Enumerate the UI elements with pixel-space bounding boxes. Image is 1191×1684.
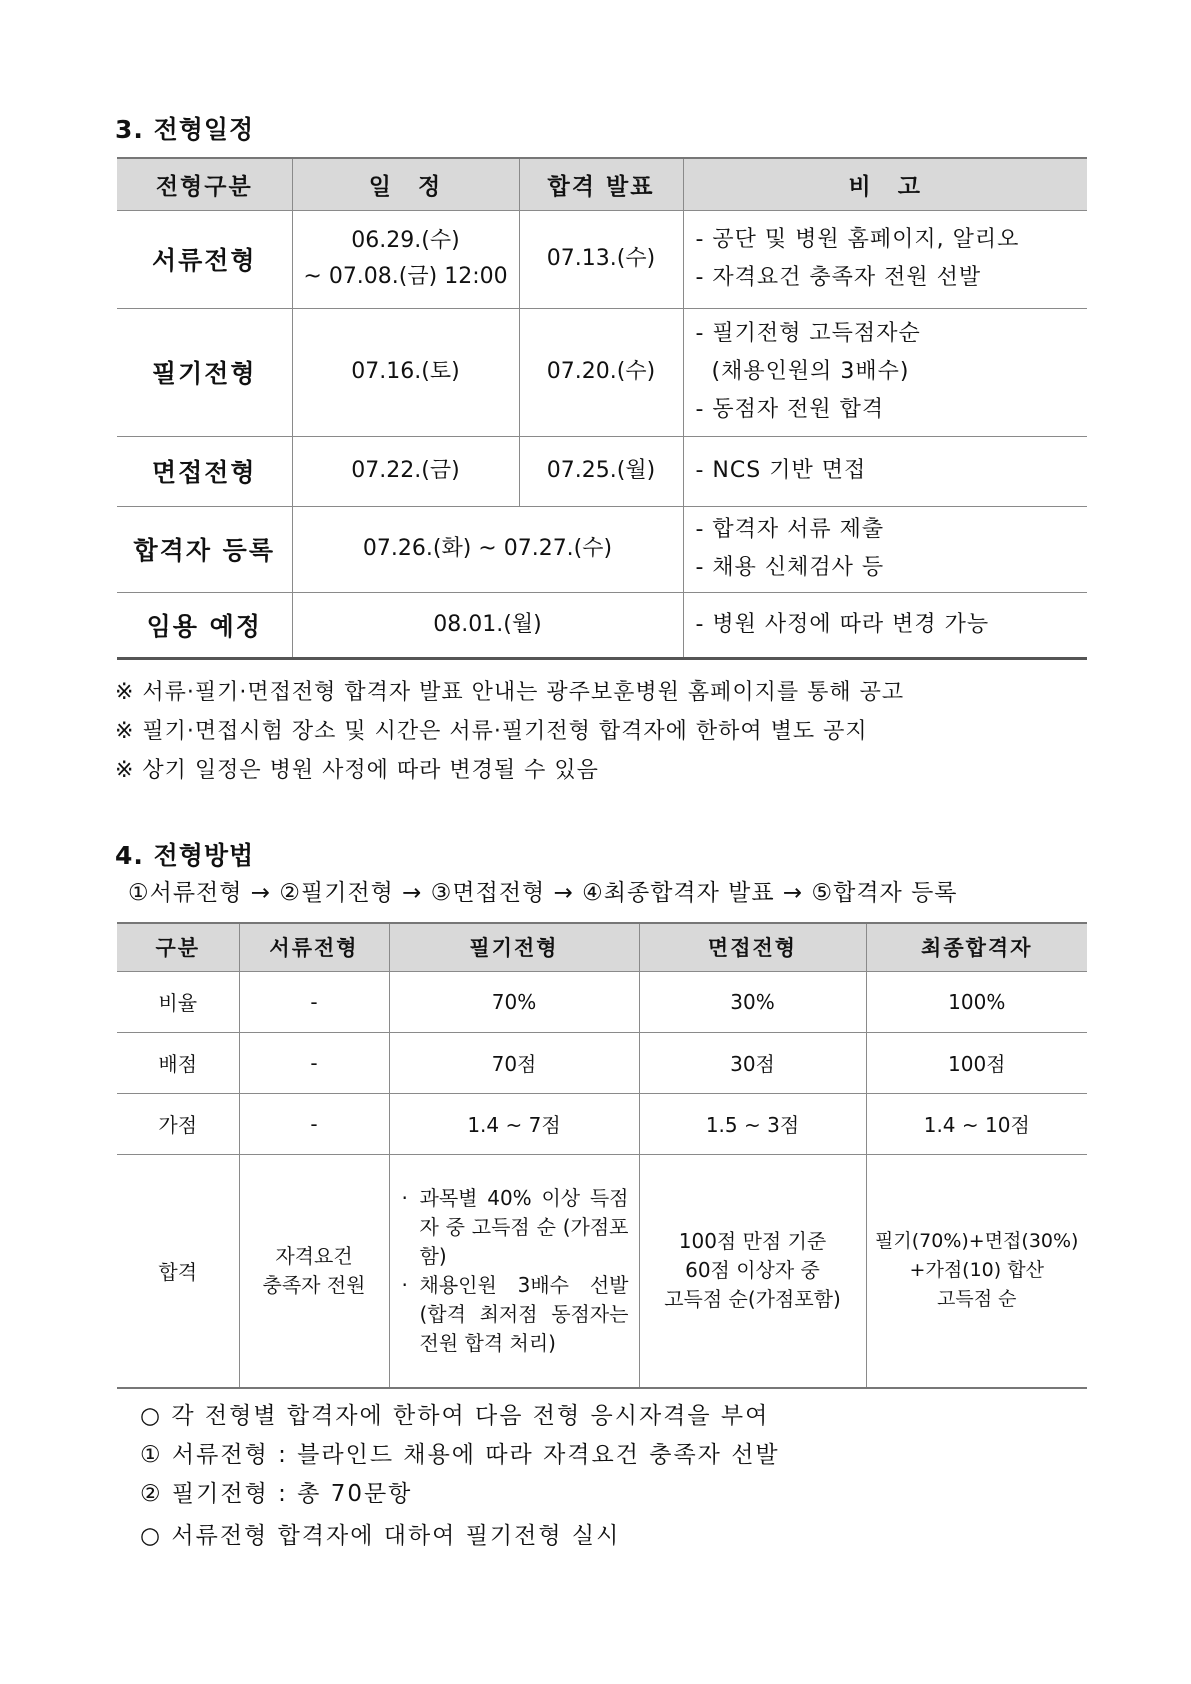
- written-pass-cell: [389, 1154, 639, 1388]
- announce-cell: 07.20.(수): [519, 308, 683, 436]
- bottom-line: ② 필기전형 : 총 70문항: [140, 1481, 413, 1507]
- doc-cell: -: [239, 971, 389, 1032]
- header-category: 구분: [117, 923, 239, 971]
- interview-pass-cell: [639, 1154, 866, 1388]
- table-row: [117, 592, 1087, 658]
- note-line: - 병원 사정에 따라 변경 가능: [695, 611, 990, 637]
- written-cell: 1.4 ~ 7점: [389, 1093, 639, 1154]
- final-cell: 100점: [866, 1032, 1087, 1093]
- notes-cell: [683, 436, 1087, 506]
- header-schedule: 일 정: [292, 158, 519, 210]
- notes-cell: [683, 308, 1087, 436]
- notes-cell: [683, 506, 1087, 592]
- schedule-cell: 07.22.(금): [292, 436, 519, 506]
- note-line: - 채용 신체검사 등: [695, 555, 885, 580]
- pass-line: 고득점 순: [937, 1288, 1017, 1311]
- note-line: - 필기전형 고득점자순: [695, 321, 921, 346]
- table-row: [117, 1154, 1087, 1388]
- section3-title: 3. 전형일정: [115, 115, 255, 144]
- pass-text: 채용인원 3배수 선발 (합격 최저점 동점자는 전원 합격 처리): [419, 1272, 629, 1355]
- table-row: [117, 506, 1087, 592]
- schedule-cell: [292, 210, 519, 308]
- stage-cell: 임용 예정: [117, 592, 292, 658]
- note-line: - 합격자 서류 제출: [695, 517, 885, 542]
- header-stage: 전형구분: [117, 158, 292, 210]
- note-line: - 공단 및 병원 홈페이지, 알리오: [695, 227, 1020, 252]
- notes-cell: [683, 592, 1087, 658]
- table-row: [117, 1093, 1087, 1154]
- bottom-line: ○ 서류전형 합격자에 대하여 필기전형 실시: [140, 1523, 621, 1549]
- final-cell: 100%: [866, 971, 1087, 1032]
- header-announce: 합격 발표: [519, 158, 683, 210]
- schedule-cell: 07.16.(토): [292, 308, 519, 436]
- doc-cell: -: [239, 1032, 389, 1093]
- table-row: [117, 210, 1087, 308]
- bullet: ·: [401, 1272, 408, 1297]
- announce-cell: 07.13.(수): [519, 210, 683, 308]
- row-label: 비율: [117, 971, 239, 1032]
- interview-cell: 30점: [639, 1032, 866, 1093]
- stage-cell: 합격자 등록: [117, 506, 292, 592]
- schedule-cell: 08.01.(월): [292, 592, 683, 658]
- header-interview: 면접전형: [639, 923, 866, 971]
- list-item: [402, 1184, 629, 1271]
- schedule-cell: 07.26.(화) ~ 07.27.(수): [292, 506, 683, 592]
- stage-cell: 서류전형: [117, 210, 292, 308]
- remark-line: ※ 서류·필기·면접전형 합격자 발표 안내는 광주보훈병원 홈페이지를 통해 공고: [115, 680, 905, 705]
- bullet: ·: [401, 1185, 408, 1210]
- schedule-line: ~ 07.08.(금) 12:00: [303, 264, 508, 289]
- stage-cell: 필기전형: [117, 308, 292, 436]
- written-cell: 70점: [389, 1032, 639, 1093]
- note-line: - NCS 기반 면접: [695, 458, 867, 483]
- bottom-line: ① 서류전형 : 블라인드 채용에 따라 자격요건 충족자 선발: [140, 1442, 780, 1468]
- pass-line: 충족자 전원: [262, 1272, 366, 1297]
- table-row: [117, 971, 1087, 1032]
- row-label: 합격: [117, 1154, 239, 1388]
- bottom-line: ○ 각 전형별 합격자에 한하여 다음 전형 응시자격을 부여: [140, 1403, 770, 1429]
- remark-line: ※ 상기 일정은 병원 사정에 따라 변경될 수 있음: [115, 758, 599, 783]
- interview-cell: 30%: [639, 971, 866, 1032]
- pass-line: 고득점 순(가점포함): [664, 1287, 841, 1312]
- remark-line: ※ 필기·면접시험 장소 및 시간은 서류·필기전형 합격자에 한하여 별도 공지: [115, 719, 868, 744]
- pass-line: +가점(10) 합산: [909, 1259, 1044, 1282]
- pass-text: 과목별 40% 이상 득점자 중 고득점 순 (가점포함): [419, 1185, 629, 1268]
- stage-cell: 면접전형: [117, 436, 292, 506]
- doc-cell: -: [239, 1093, 389, 1154]
- note-line: - 동점자 전원 합격: [695, 397, 885, 422]
- note-line: - 자격요건 충족자 전원 선발: [695, 265, 982, 290]
- final-cell: 1.4 ~ 10점: [866, 1093, 1087, 1154]
- announce-cell: 07.25.(월): [519, 436, 683, 506]
- row-label: 가점: [117, 1093, 239, 1154]
- row-label: 배점: [117, 1032, 239, 1093]
- pass-line: 자격요건: [275, 1243, 353, 1268]
- written-cell: 70%: [389, 971, 639, 1032]
- table-row: [117, 1032, 1087, 1093]
- pass-line: 필기(70%)+면접(30%): [875, 1230, 1079, 1253]
- method-table: [117, 922, 1087, 1389]
- section4-title: 4. 전형방법: [115, 841, 255, 870]
- note-line: (채용인원의 3배수): [695, 359, 910, 384]
- header-doc: 서류전형: [239, 923, 389, 971]
- table-row: [117, 308, 1087, 436]
- table-row: [117, 436, 1087, 506]
- header-final: 최종합격자: [866, 923, 1087, 971]
- notes-cell: [683, 210, 1087, 308]
- interview-cell: 1.5 ~ 3점: [639, 1093, 866, 1154]
- pass-line: 60점 이상자 중: [685, 1258, 820, 1283]
- schedule-line: 06.29.(수): [351, 228, 460, 253]
- header-notes: 비 고: [683, 158, 1087, 210]
- schedule-table: [117, 157, 1087, 660]
- selection-flow: ①서류전형 → ②필기전형 → ③면접전형 → ④최종합격자 발표 → ⑤합격자 등록: [128, 880, 958, 906]
- list-item: [402, 1271, 629, 1358]
- pass-line: 100점 만점 기준: [678, 1229, 827, 1254]
- header-written: 필기전형: [389, 923, 639, 971]
- doc-pass-cell: [239, 1154, 389, 1388]
- final-pass-cell: [866, 1154, 1087, 1388]
